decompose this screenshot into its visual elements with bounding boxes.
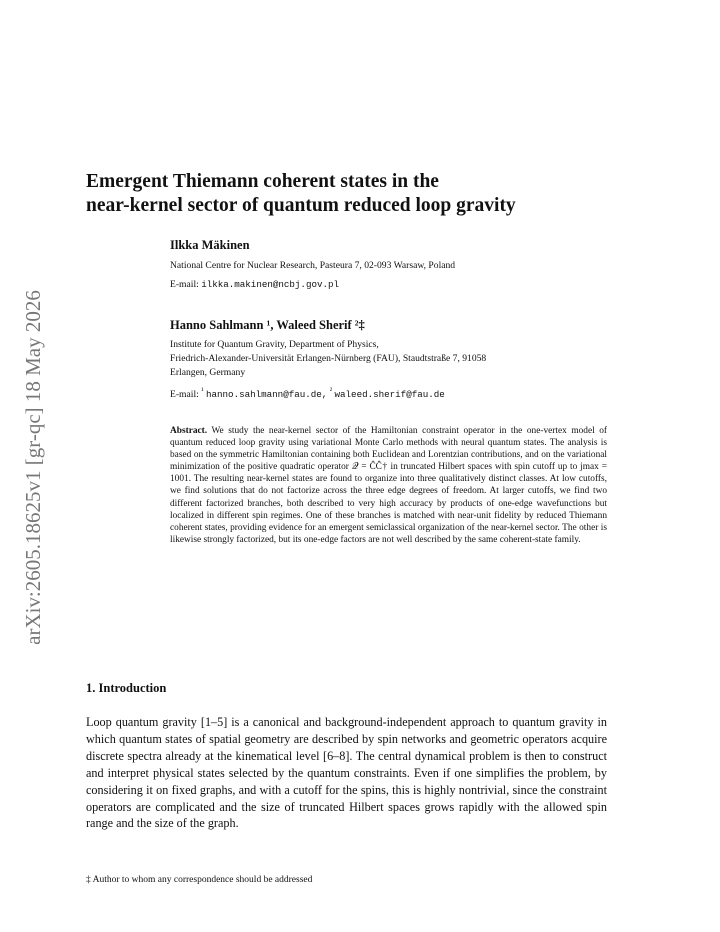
intro-paragraph: Loop quantum gravity [1–5] is a canonical and background-independent approach to quantum gravity in which quantum states of spatial geometry are described by spin networks and geometric operators acquire discrete spectra already at the kinematical level [6–8]. The central dynamical problem is then to construct and interpret physical states selected by the quantum constraints. Even if one simplifies the problem, by considering it on fixed graphs, and with a cutoff for the spins, this is highly nontrivial, since the constraint operators are complicated and the size of truncated Hilbert spaces grows rapidly with the allowed spin range and the size of the graph. (86, 715, 607, 831)
section-heading: 1. Introduction (86, 681, 167, 695)
email-label: E-mail: (170, 279, 199, 290)
abstract-label: Abstract. (170, 426, 208, 436)
affiliation-line-1: Institute for Quantum Gravity, Department of Physics, (170, 339, 379, 350)
affiliation-line-2: Friedrich-Alexander-Universität Erlangen-Nürnberg (FAU), Staudtstraße 7, 91058 (170, 353, 487, 364)
author-email-line (170, 279, 640, 290)
paper-title (86, 170, 646, 218)
arxiv-identifier (18, 262, 48, 672)
email-sup-2: ² (329, 386, 333, 395)
affiliation-line-3: Erlangen, Germany (170, 367, 246, 378)
arxiv-identifier-text: arXiv:2605.18625v1 [gr-qc] 18 May 2026 (20, 289, 45, 645)
footnote: ‡ Author to whom any correspondence should be addressed (86, 875, 313, 885)
email-address[interactable]: ilkka.makinen@ncbj.gov.pl (201, 279, 340, 290)
title-line-1: Emergent Thiemann coherent states in the (86, 171, 439, 192)
abstract (170, 425, 607, 546)
email-address-1[interactable]: hanno.sahlmann@fau.de, (206, 389, 328, 401)
author-name: Ilkka Mäkinen (170, 238, 250, 252)
author-affiliation: National Centre for Nuclear Research, Pasteura 7, 02-093 Warsaw, Poland (170, 260, 456, 271)
author-block-1 (170, 238, 640, 290)
title-line-2: near-kernel sector of quantum reduced loop gravity (86, 195, 516, 216)
author-names: Hanno Sahlmann ¹, Waleed Sherif ²‡ (170, 318, 365, 332)
email-sup-1: ¹ (201, 386, 204, 395)
email-address-2[interactable]: waleed.sherif@fau.de (334, 389, 445, 401)
email-label: E-mail: (170, 389, 199, 401)
author-block-2 (170, 318, 640, 400)
author-email-line (170, 386, 640, 400)
abstract-text: We study the near-kernel sector of the Hamiltonian constraint operator in the one-vertex model of quantum reduced loop gravity using variational Monte Carlo methods with neural quantum states. The analysis is based on the symmetric Hamiltonian containing both Euclidean and Lorentzian contributions, and on the variational minimization of the positive quadratic operator 𝒬 = ĈĈ† in truncated Hilbert spaces with spin cutoff up to jmax = 1001. The resulting near-kernel states are found to organize into three qualitatively distinct classes. At low cutoffs, we find solutions that do not factorize across the three edge degrees of freedom. At larger cutoffs, we find two different factorized branches, both described to very high accuracy by products of one-edge wavefunctions but localized in different spin regimes. One of these branches is matched with near-unit fidelity by reduced Thiemann coherent states, providing evidence for an emergent semiclassical organization of the near-kernel sector. The other is likewise strongly factorized, but its one-edge factors are not well described by the same coherent-state family. (170, 426, 607, 545)
